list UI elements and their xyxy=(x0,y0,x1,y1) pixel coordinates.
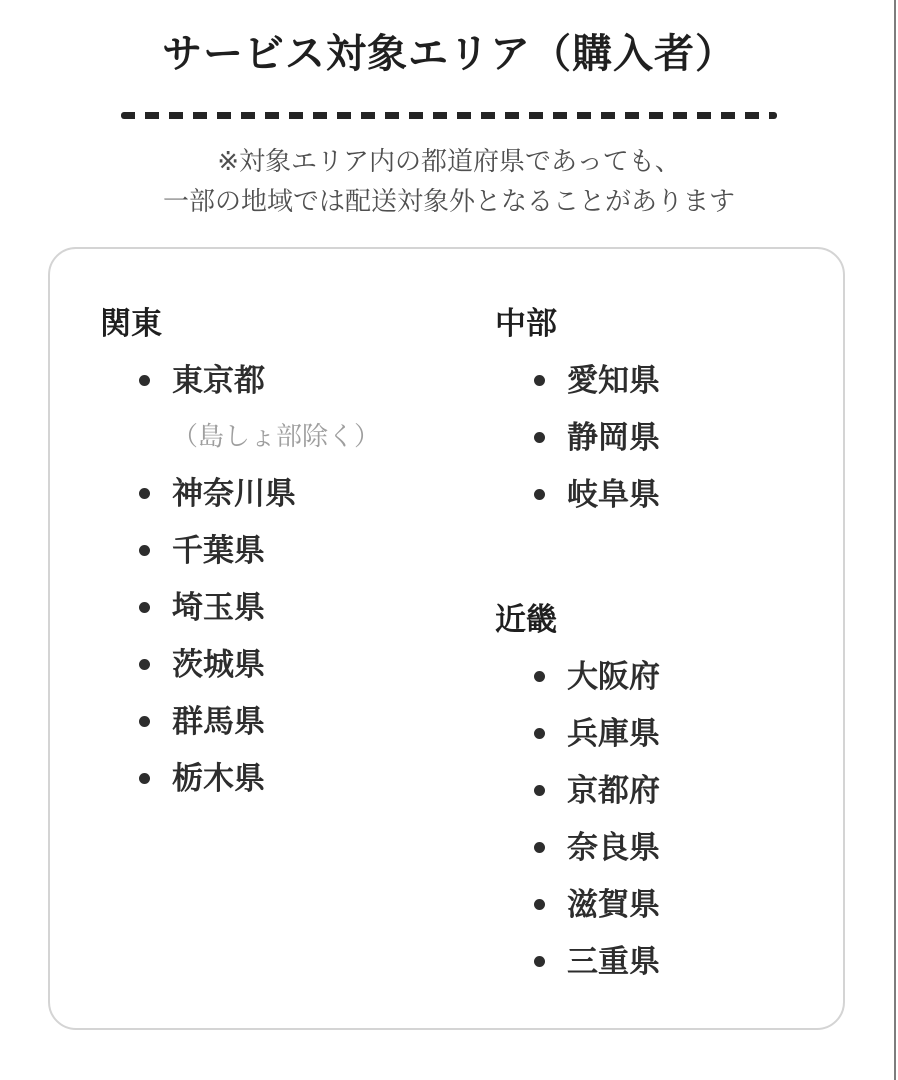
region-heading-kanto: 関東 xyxy=(100,306,162,341)
list-item xyxy=(495,888,843,921)
prefecture-label: 群馬県 xyxy=(172,704,265,739)
prefecture-label: 埼玉県 xyxy=(172,590,265,625)
bullet-icon xyxy=(139,716,150,727)
region-heading-kinki: 近畿 xyxy=(495,602,557,637)
list-item xyxy=(100,648,495,681)
column-left xyxy=(100,307,495,978)
bullet-icon xyxy=(534,728,545,739)
bullet-icon xyxy=(139,659,150,670)
bullet-icon xyxy=(139,375,150,386)
note-line-1: ※対象エリア内の都道府県であっても、 xyxy=(217,146,681,176)
page-header xyxy=(0,0,898,221)
prefecture-label: 静岡県 xyxy=(567,420,660,455)
list-item xyxy=(495,831,843,864)
bullet-icon xyxy=(139,545,150,556)
list-item xyxy=(495,364,843,397)
region-section-kinki xyxy=(495,603,843,978)
prefecture-label: 岐阜県 xyxy=(567,477,660,512)
region-heading-chubu: 中部 xyxy=(495,306,557,341)
prefecture-label: 京都府 xyxy=(567,773,660,808)
bullet-icon xyxy=(534,785,545,796)
bullet-icon xyxy=(139,773,150,784)
card-columns xyxy=(50,249,843,978)
bullet-icon xyxy=(139,488,150,499)
list-item xyxy=(495,774,843,807)
prefecture-label: 大阪府 xyxy=(567,659,660,694)
prefecture-list-kinki xyxy=(495,660,843,978)
service-area-card xyxy=(48,247,845,1030)
note-line-2: 一部の地域では配送対象外となることがあります xyxy=(162,186,735,216)
prefecture-label: 奈良県 xyxy=(567,830,660,865)
list-item xyxy=(100,705,495,738)
list-item xyxy=(100,364,495,453)
prefecture-label: 兵庫県 xyxy=(567,716,660,751)
region-section-kanto xyxy=(100,307,495,795)
prefecture-label: 千葉県 xyxy=(172,533,265,568)
prefecture-label: 三重県 xyxy=(567,944,660,979)
bullet-icon xyxy=(534,842,545,853)
prefecture-label: 滋賀県 xyxy=(567,887,660,922)
list-item xyxy=(100,762,495,795)
list-item xyxy=(495,421,843,454)
prefecture-label: 東京都 xyxy=(172,363,265,398)
bullet-icon xyxy=(534,956,545,967)
screen-right-edge-line xyxy=(894,0,896,1080)
bullet-icon xyxy=(534,671,545,682)
prefecture-label: 神奈川県 xyxy=(172,476,296,511)
list-item xyxy=(495,478,843,511)
list-item xyxy=(100,591,495,624)
bullet-icon xyxy=(139,602,150,613)
bullet-icon xyxy=(534,375,545,386)
list-item xyxy=(495,945,843,978)
page-title: サービス対象エリア（購入者） xyxy=(162,32,736,76)
list-item xyxy=(495,717,843,750)
prefecture-note: （島しょ部除く） xyxy=(172,421,381,451)
column-right xyxy=(495,307,843,978)
prefecture-entry xyxy=(172,364,380,453)
prefecture-label: 愛知県 xyxy=(567,363,660,398)
bullet-icon xyxy=(534,432,545,443)
prefecture-label: 茨城県 xyxy=(172,647,265,682)
list-item xyxy=(100,534,495,567)
region-section-chubu xyxy=(495,307,843,511)
prefecture-list-chubu xyxy=(495,364,843,511)
bullet-icon xyxy=(534,489,545,500)
list-item xyxy=(100,477,495,510)
list-item xyxy=(495,660,843,693)
note-text xyxy=(0,141,898,221)
prefecture-list-kanto xyxy=(100,364,495,795)
prefecture-label: 栃木県 xyxy=(172,761,265,796)
dashed-divider xyxy=(121,112,777,119)
bullet-icon xyxy=(534,899,545,910)
